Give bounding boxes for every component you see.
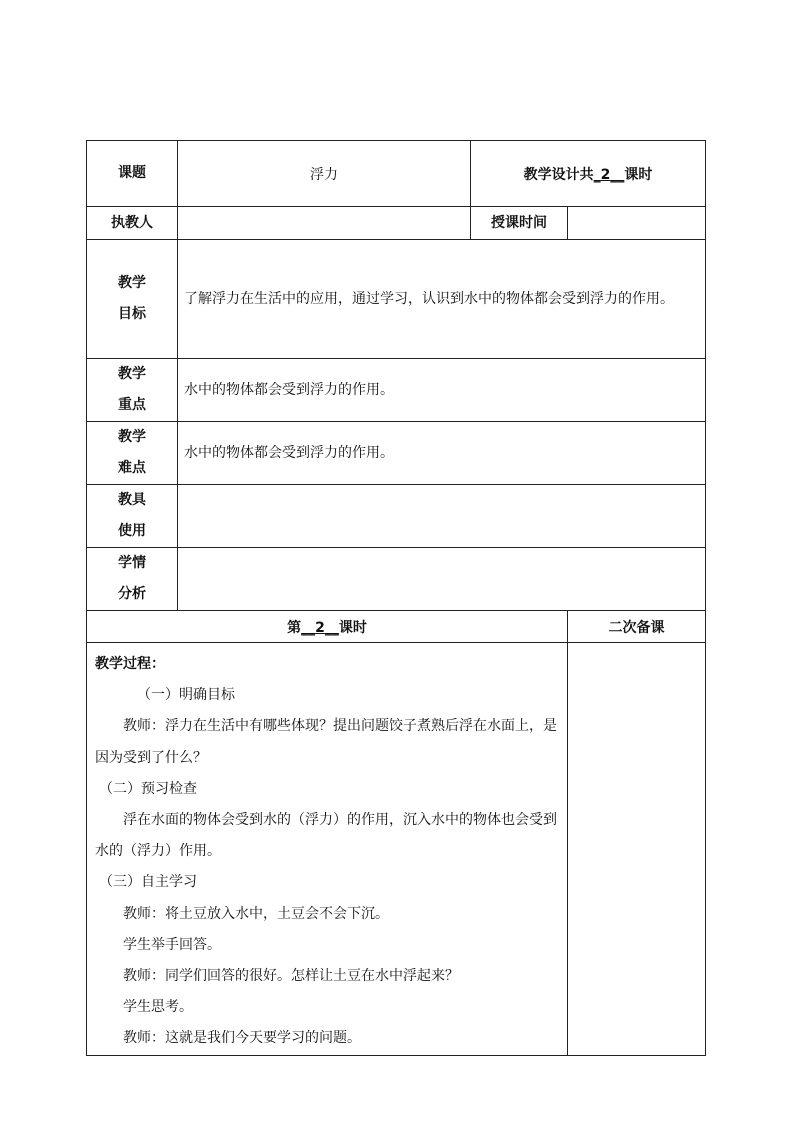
lesson-prefix: 第 [287,619,302,636]
analysis-row [87,548,706,611]
teacher-value[interactable] [178,207,471,240]
time-label: 授课时间 [471,207,568,240]
topic-label: 课题 [87,141,178,207]
key-row [87,359,706,422]
goal-row [87,240,706,359]
analysis-text [178,548,706,611]
process-line: （一）明确目标 [137,687,235,704]
difficulty-row [87,422,706,485]
tools-row [87,485,706,548]
lesson-header-row [87,611,706,643]
difficulty-text: 水中的物体都会受到浮力的作用。 [178,422,706,485]
teacher-label: 执教人 [87,207,178,240]
tools-label: 教具 使用 [87,485,178,548]
process-line: 学生举手回答。 [123,936,221,953]
design-count: _2__ [593,166,625,183]
lesson-plan-table [86,140,706,1056]
time-value[interactable] [568,207,706,240]
process-line: （二）预习检查 [99,780,197,797]
process-line: 教师：将土豆放入水中，土豆会不会下沉。 [123,905,389,922]
process-line: 学生思考。 [123,999,193,1016]
process-content [87,643,568,1056]
process-line: 教师：这就是我们今天要学习的问题。 [123,1030,361,1047]
process-line: （三）自主学习 [99,874,197,891]
lesson-plan-sheet [86,140,705,1056]
topic-value: 浮力 [178,141,471,207]
design-suffix: 课时 [624,166,653,183]
goal-text: 了解浮力在生活中的应用，通过学习，认识到水中的物体都会受到浮力的作用。 [178,240,706,359]
topic-row [87,141,706,207]
lesson-suffix: 课时 [338,619,367,636]
process-line: 教师：浮力在生活中有哪些体现？提出问题饺子煮熟后浮在水面上，是因为受到了什么？ [95,718,557,766]
process-row [87,643,706,1056]
second-prep-label: 二次备课 [568,611,706,643]
second-prep-content[interactable] [568,643,706,1056]
analysis-label: 学情 分析 [87,548,178,611]
difficulty-label: 教学 难点 [87,422,178,485]
teacher-row [87,207,706,240]
key-text: 水中的物体都会受到浮力的作用。 [178,359,706,422]
process-title: 教学过程： [95,656,165,672]
tools-text [178,485,706,548]
lesson-number-cell [87,611,568,643]
process-line: 教师：同学们回答的很好。怎样让土豆在水中浮起来？ [123,968,459,985]
goal-label: 教学 目标 [87,240,178,359]
lesson-number: __2__ [301,619,339,636]
design-count-cell [471,141,706,207]
design-prefix: 教学设计共 [523,166,594,183]
key-label: 教学 重点 [87,359,178,422]
process-line: 浮在水面的物体会受到水的（浮力）的作用，沉入水中的物体也会受到水的（浮力）作用。 [95,812,557,860]
